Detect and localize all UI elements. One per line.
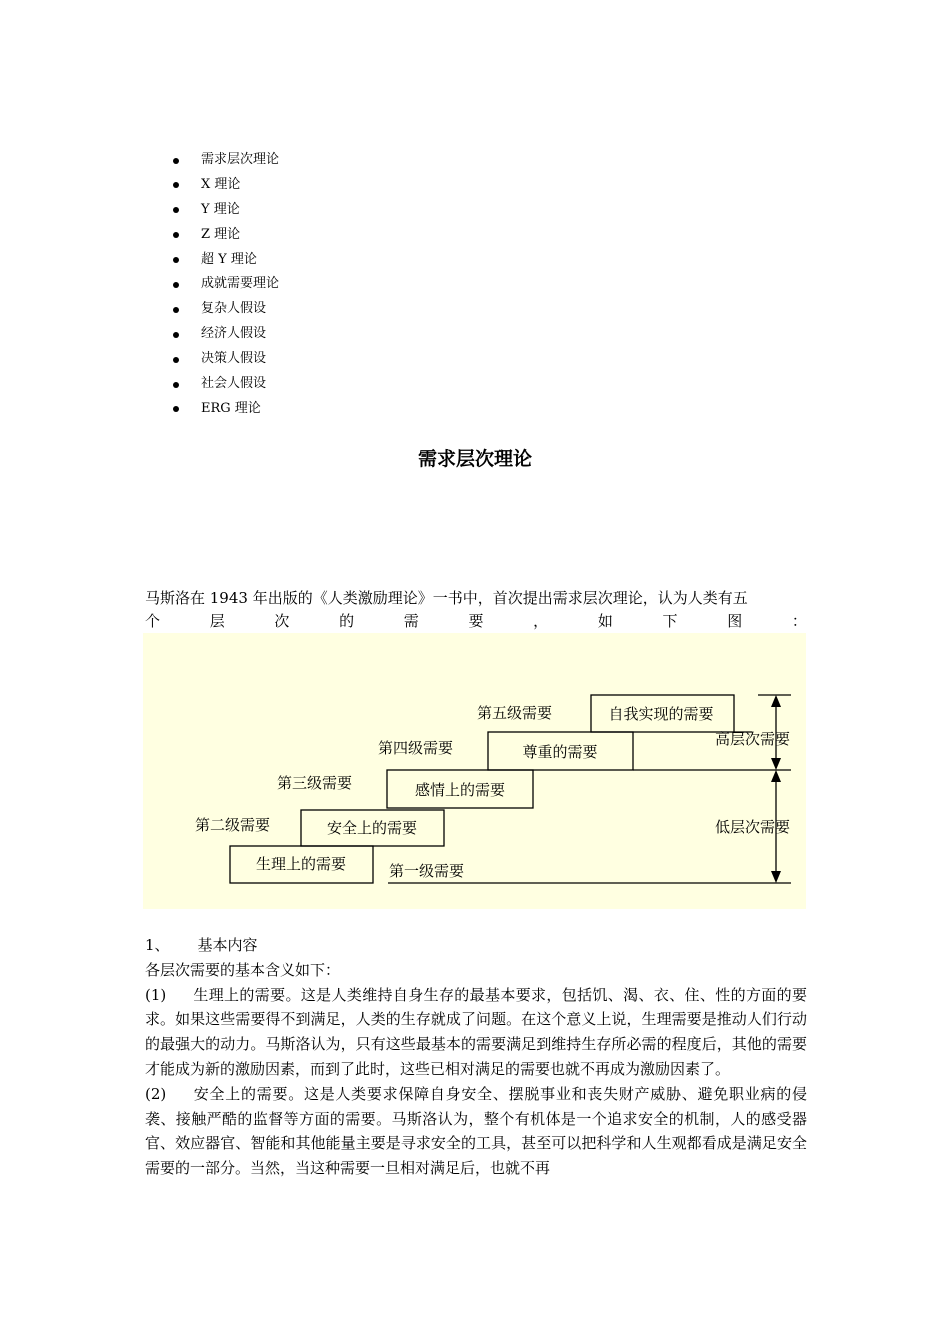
arrow-down-icon: [771, 758, 781, 770]
intro-char: 要: [468, 612, 484, 630]
toc-item[interactable]: 复杂人假设: [170, 297, 279, 322]
intro-char: 如: [597, 612, 613, 630]
section-heading: [145, 933, 807, 958]
intro-char: 个: [145, 612, 161, 630]
page-title: 需求层次理论: [417, 448, 532, 470]
toc-item[interactable]: 需求层次理论: [170, 148, 279, 173]
need-label-3: 感情上的需要: [414, 781, 506, 799]
intro-char: ：: [791, 612, 807, 630]
item-number: (1): [145, 985, 167, 1004]
toc-item[interactable]: Y 理论: [170, 198, 279, 223]
level-label-2: 第二级需要: [195, 816, 271, 834]
toc-item[interactable]: 经济人假设: [170, 322, 279, 347]
body-text: [145, 933, 807, 1181]
toc-item[interactable]: 成就需要理论: [170, 272, 279, 297]
toc-item[interactable]: 决策人假设: [170, 347, 279, 372]
toc-item[interactable]: 超 Y 理论: [170, 248, 279, 273]
toc-item[interactable]: X 理论: [170, 173, 279, 198]
toc-item[interactable]: ERG 理论: [170, 397, 279, 422]
section-number: 1、: [145, 936, 170, 954]
item-number: (2): [145, 1084, 167, 1103]
level-label-3: 第三级需要: [277, 774, 353, 792]
intro-line-1: 马斯洛在 1943 年出版的《人类激励理论》一书中，首次提出需求层次理论，认为人类有五: [145, 589, 748, 607]
toc-list: [170, 148, 279, 422]
intro-char: 层: [209, 612, 225, 630]
intro-char: 的: [339, 612, 355, 630]
need-label-1: 生理上的需要: [255, 855, 347, 873]
need-label-2: 安全上的需要: [326, 819, 418, 837]
arrow-down-icon: [771, 871, 781, 883]
toc-item[interactable]: 社会人假设: [170, 372, 279, 397]
intro-char: 图: [727, 612, 743, 630]
arrow-up-icon: [771, 695, 781, 707]
intro-char: 需: [403, 612, 419, 630]
level-label-1: 第一级需要: [389, 862, 465, 880]
maslow-diagram-svg: [143, 633, 806, 909]
intro-line-2: [145, 610, 807, 632]
toc-item[interactable]: Z 理论: [170, 223, 279, 248]
section-title: 基本内容: [197, 936, 258, 954]
level-label-5: 第五级需要: [477, 704, 553, 722]
level-label-4: 第四级需要: [378, 739, 454, 757]
intro-char: 次: [274, 612, 290, 630]
need-label-4: 尊重的需要: [522, 743, 598, 761]
maslow-diagram: [143, 633, 806, 909]
lead-paragraph: 各层次需要的基本含义如下：: [145, 960, 341, 979]
high-level-label: 高层次需要: [715, 730, 791, 748]
need-label-5: 自我实现的需要: [608, 705, 714, 723]
item-text: 生理上的需要。这是人类维持自身生存的最基本要求，包括饥、渴、衣、住、性的方面的要求。如果这些需要得不到满足，人类的生存就成了问题。在这个意义上说，生理需要是推动人们行动的最强大的动力。马斯洛认为，只有这些最基本的需要满足到维持生存所必需的程度后，其他的需要才能成为新的激励因素，而到了此时，这些已相对满足的需要也就不再成为激励因素了。: [145, 985, 807, 1078]
low-level-label: 低层次需要: [715, 818, 791, 836]
intro-char: ，: [533, 612, 549, 630]
item-text: 安全上的需要。这是人类要求保障自身安全、摆脱事业和丧失财产威胁、避免职业病的侵袭、接触严酷的监督等方面的需要。马斯洛认为，整个有机体是一个追求安全的机制，人的感受器官、效应器官、智能和其他能量主要是寻求安全的工具，甚至可以把科学和人生观都看成是满足安全需要的一部分。当然，当这种需要一旦相对满足后，也就不再: [145, 1084, 807, 1178]
item-paragraph-2: [145, 1082, 807, 1181]
intro-char: 下: [662, 612, 678, 630]
item-paragraph-1: [145, 983, 807, 1082]
arrow-up-icon: [771, 770, 781, 782]
